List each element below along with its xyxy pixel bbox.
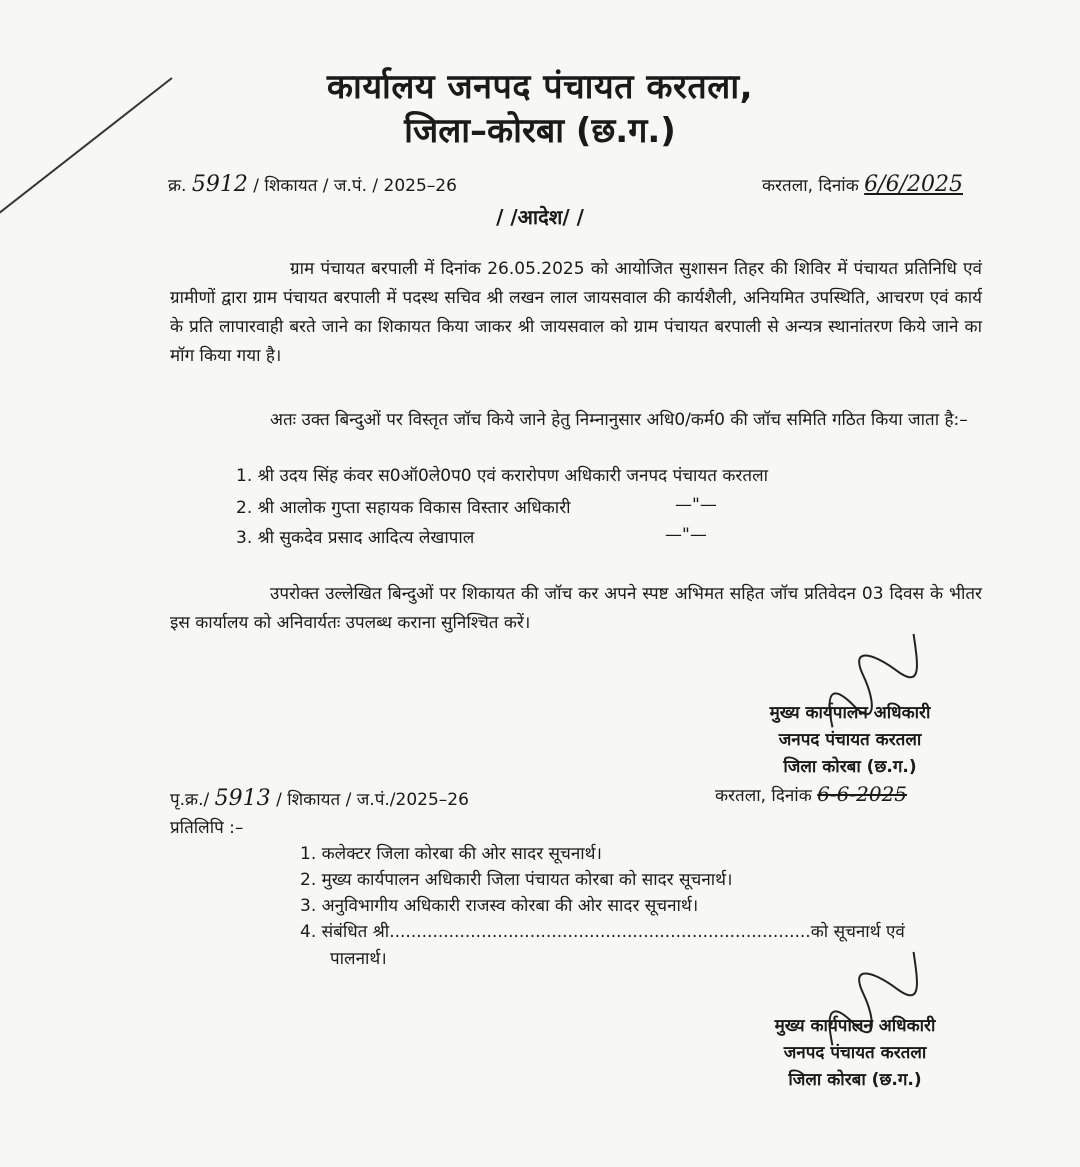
order-date-value: 6/6/2025 bbox=[864, 172, 963, 197]
committee-member: 2. श्री आलोक गुप्ता सहायक विकास विस्तार अधिकारी bbox=[236, 498, 571, 518]
copy-ref-number: 5913 bbox=[214, 786, 271, 811]
complaint-paragraph: ग्राम पंचायत बरपाली में दिनांक 26.05.2025 को आयोजित सुशासन तिहर की शिविर में पंचायत प्रतिनिधि एवं ग्रामीणों द्वारा ग्राम पंचायत बरपाली में पदस्थ सचिव श्री लखन लाल जायसवाल की कार्यशैली, अनियमित उपस्थिति, आचरण एवं कार्य के प्रति लापारवाही बरते जाने का शिकायत किया जाकर श्री जायसवाल को ग्राम पंचायत बरपाली से अन्यत्र स्थानांतरण किये जाने का मॉग किया गया है। bbox=[170, 259, 982, 366]
order-reference bbox=[168, 172, 457, 197]
office-district: जिला–कोरबा (छ.ग.) bbox=[404, 111, 676, 151]
order-title: / /आदेश/ / bbox=[496, 205, 584, 229]
committee-intro-paragraph: अतः उक्त बिन्दुओं पर विस्तृत जॉच किये जाने हेतु निम्नानुसार अधि0/कर्म0 की जॉच समिति गठित किया जाता है:– bbox=[270, 410, 968, 430]
ditto-mark: —"— bbox=[675, 495, 717, 515]
copy-date bbox=[715, 782, 907, 806]
signatory-block bbox=[740, 1013, 970, 1094]
signatory-title: मुख्य कार्यपालन अधिकारी bbox=[774, 1016, 936, 1036]
order-ref-suffix: / शिकायत / ज.पं. / 2025–26 bbox=[253, 176, 457, 196]
copy-ref-prefix: पृ.क्र./ bbox=[170, 790, 210, 810]
copy-ref-suffix: / शिकायत / ज.पं./2025–26 bbox=[276, 790, 469, 810]
recipient-item-continuation: पालनार्थ। bbox=[330, 949, 387, 969]
recipient-item: 4. संबंधित श्री..............................................................................को सूचनार्थ एवं bbox=[300, 922, 905, 942]
signatory-office: जनपद पंचायत करतला bbox=[783, 1043, 927, 1063]
signatory-title: मुख्य कार्यपालन अधिकारी bbox=[769, 703, 931, 723]
recipient-item: 1. कलेक्टर जिला कोरबा की ओर सादर सूचनार्थ। bbox=[300, 844, 602, 864]
signatory-district: जिला कोरबा (छ.ग.) bbox=[783, 757, 917, 777]
office-name: कार्यालय जनपद पंचायत करतला, bbox=[326, 67, 754, 107]
signatory-office: जनपद पंचायत करतला bbox=[778, 730, 922, 750]
copy-reference bbox=[170, 786, 469, 811]
signatory-district: जिला कोरबा (छ.ग.) bbox=[788, 1070, 922, 1090]
committee-member: 3. श्री सुकदेव प्रसाद आदित्य लेखापाल bbox=[236, 528, 475, 548]
recipient-item: 2. मुख्य कार्यपालन अधिकारी जिला पंचायत कोरबा को सादर सूचनार्थ। bbox=[300, 870, 733, 890]
recipient-item: 3. अनुविभागीय अधिकारी राजस्व कोरबा की ओर सादर सूचनार्थ। bbox=[300, 896, 699, 916]
copy-to-label: प्रतिलिपि :– bbox=[170, 818, 244, 838]
order-ref-number: 5912 bbox=[191, 172, 248, 197]
committee-member: 1. श्री उदय सिंह कंवर स0ऑ0ले0प0 एवं करारोपण अधिकारी जनपद पंचायत करतला bbox=[236, 466, 769, 486]
signatory-block bbox=[730, 700, 970, 781]
ditto-mark: —"— bbox=[665, 525, 707, 545]
instruction-paragraph: उपरोक्त उल्लेखित बिन्दुओं पर शिकायत की जॉच कर अपने स्पष्ट अभिमत सहित जॉच प्रतिवेदन 03 दिवस के भीतर इस कार्यालय को अनिवार्यतः उपलब्ध कराना सुनिश्चित करें। bbox=[170, 584, 982, 633]
order-date-label: करतला, दिनांक bbox=[762, 176, 859, 196]
order-date bbox=[762, 172, 963, 197]
order-ref-prefix: क्र. bbox=[168, 176, 187, 196]
copy-date-label: करतला, दिनांक bbox=[715, 786, 812, 806]
copy-date-value: 6-6-2025 bbox=[817, 782, 908, 806]
